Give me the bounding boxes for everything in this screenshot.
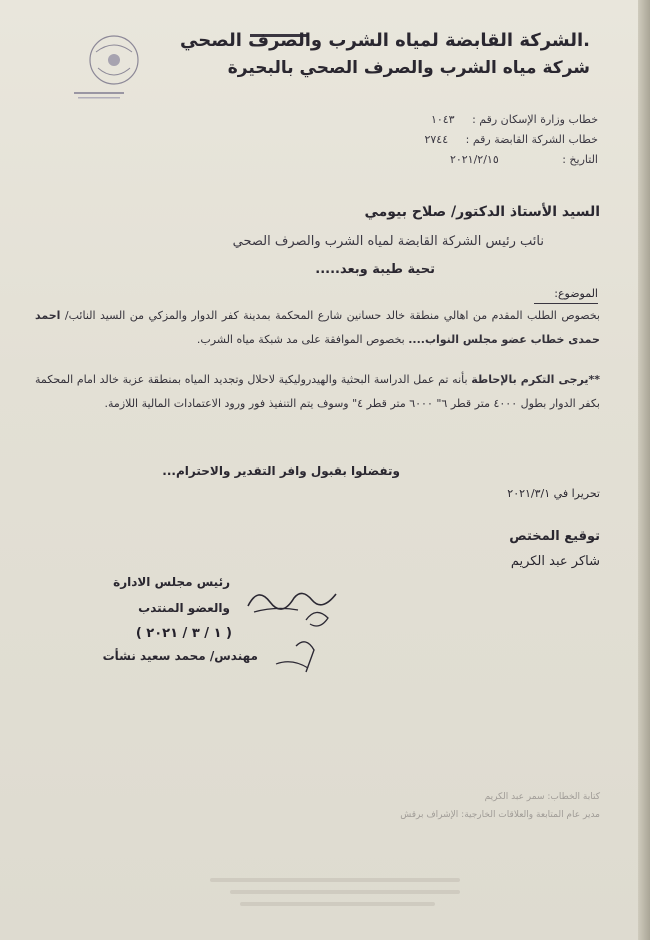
subject-text: بخصوص الطلب المقدم من اهالي منطقة خالد حسانين شارع المحكمة بمدينة كفر الدوار والمزكي من السيد النائب/ — [60, 309, 600, 322]
mp-name: احمد حمدى خطاب عضو مجلس النواب.... — [35, 309, 600, 346]
housing-ref-label: خطاب وزارة الإسكان رقم : — [472, 113, 598, 126]
company-name-primary: .الشركة القابضة لمياه الشرب والصرف الصحي — [180, 30, 590, 51]
notice-lead: **يرجى التكرم بالإحاطة — [471, 373, 600, 386]
holding-ref-value: ٢٧٤٤ — [424, 133, 449, 146]
handwritten-date: ( ١ / ٣ / ٢٠٢١ ) — [135, 626, 232, 641]
letter-date — [450, 153, 598, 166]
footer-note-1: كتابة الخطاب: سمر عبد الكريم — [484, 792, 600, 802]
subject-paragraph — [35, 304, 600, 352]
holding-ref-label: خطاب الشركة القابضة رقم : — [465, 133, 598, 146]
date-label: التاريخ : — [562, 153, 598, 166]
footer-note-2: مدير عام المتابعة والعلاقات الخارجية: الإشراف برقش — [400, 810, 600, 820]
letterhead-footer-contact — [210, 878, 460, 918]
greeting: تحية طيبة وبعد..... — [315, 262, 435, 277]
signature-name: شاكر عبد الكريم — [510, 554, 600, 569]
body-text: بأنه تم عمل الدراسة البحثية والهيدروليكية لاحلال وتجديد المياه بمنطقة عزبة خالد امام المحكمة بكفر الدوار بطول ٤٠٠٠ متر قطر ٦" ٦٠٠٠ متر قطر ٤" وسوف يتم التنفيذ فور ورود الاعتمادات المالية اللازمة. — [35, 373, 600, 410]
housing-ministry-ref — [431, 113, 598, 126]
chairman-name: مهندس/ محمد سعيد نشأت — [102, 649, 258, 663]
recipient-name: السيد الأستاذ الدكتور/ صلاح بيومي — [364, 204, 600, 220]
subject-text-end: بخصوص الموافقة على مد شبكة مياه الشرب. — [196, 333, 409, 346]
written-on-date: تحريرا في ٢٠٢١/٣/١ — [507, 487, 600, 500]
chairman-title: رئيس مجلس الادارة — [113, 575, 230, 589]
housing-ref-value: ١٠٤٣ — [430, 113, 455, 126]
recipient-title: نائب رئيس الشركة القابضة لمياه الشرب والصرف الصحي — [232, 234, 544, 249]
handwritten-signature — [236, 576, 356, 686]
company-logo — [44, 30, 144, 100]
chairman-subtitle: والعضو المنتدب — [138, 601, 230, 615]
subject-label: الموضوع: — [554, 287, 598, 300]
body-paragraph — [35, 368, 600, 416]
company-name-secondary: شركة مياه الشرب والصرف الصحي بالبحيرة — [227, 58, 590, 78]
date-value: ٢٠٢١/٢/١٥ — [449, 153, 499, 166]
signature-title: توقيع المختص — [509, 529, 600, 544]
page-edge-shadow — [638, 0, 650, 940]
closing-line: وتفضلوا بقبول وافر التقدير والاحترام... — [162, 464, 400, 478]
holding-company-ref — [424, 133, 598, 146]
